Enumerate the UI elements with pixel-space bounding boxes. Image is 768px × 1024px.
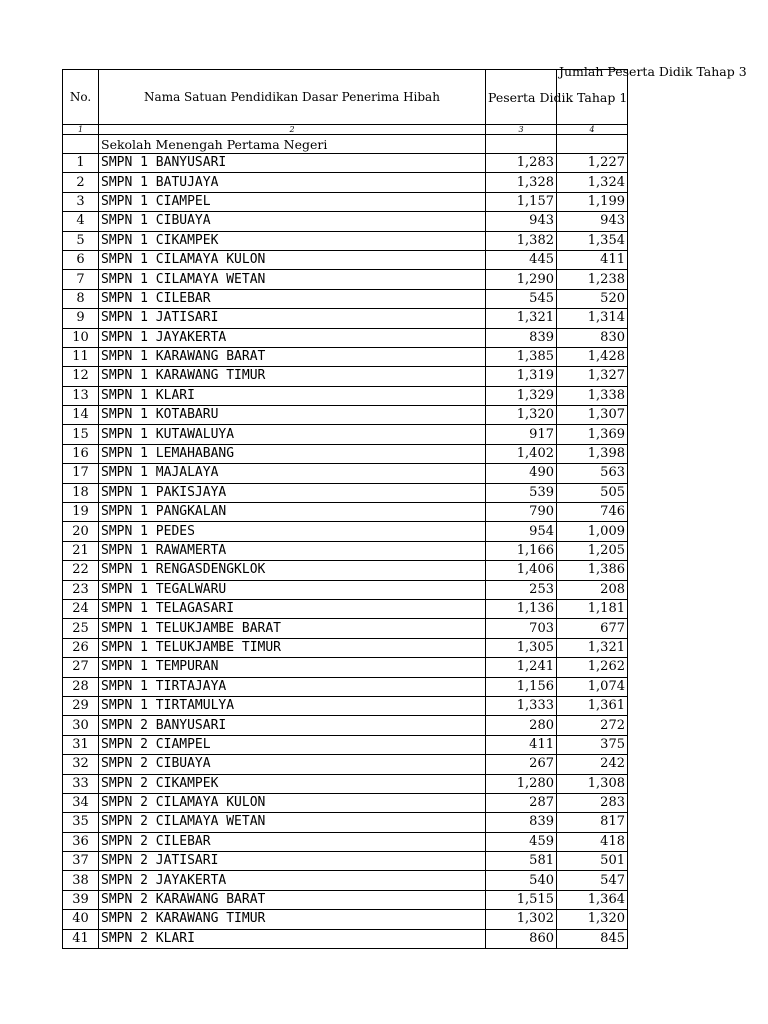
- tahap3-count: 547: [557, 871, 628, 890]
- table-row: [63, 677, 628, 696]
- school-name: SMPN 2 CILEBAR: [99, 832, 486, 851]
- tahap1-count: 545: [486, 289, 557, 308]
- tahap1-count: 1,333: [486, 696, 557, 715]
- tahap1-count: 860: [486, 929, 557, 948]
- tahap1-count: 1,515: [486, 890, 557, 909]
- tahap1-count: 490: [486, 464, 557, 483]
- tahap3-count: 1,369: [557, 425, 628, 444]
- row-number: 38: [63, 871, 99, 890]
- school-name: SMPN 1 KARAWANG BARAT: [99, 347, 486, 366]
- tahap1-count: 1,280: [486, 774, 557, 793]
- section-no-cell: [63, 135, 99, 154]
- header-tahap3-text: Jumlah Peserta Didik Tahap 3: [559, 64, 747, 79]
- tahap3-count: 817: [557, 813, 628, 832]
- school-name: SMPN 2 BANYUSARI: [99, 716, 486, 735]
- table-row: [63, 270, 628, 289]
- tahap3-count: 677: [557, 619, 628, 638]
- tahap1-count: 1,406: [486, 561, 557, 580]
- table-row: [63, 871, 628, 890]
- school-name: SMPN 1 LEMAHABANG: [99, 444, 486, 463]
- row-number: 15: [63, 425, 99, 444]
- tahap3-count: 520: [557, 289, 628, 308]
- school-name: SMPN 1 KLARI: [99, 386, 486, 405]
- tahap1-count: 459: [486, 832, 557, 851]
- school-name: SMPN 1 KOTABARU: [99, 406, 486, 425]
- school-name: SMPN 1 CIAMPEL: [99, 192, 486, 211]
- table-row: [63, 444, 628, 463]
- row-number: 22: [63, 561, 99, 580]
- table-row: [63, 347, 628, 366]
- row-number: 36: [63, 832, 99, 851]
- tahap1-count: 1,156: [486, 677, 557, 696]
- tahap1-count: 954: [486, 522, 557, 541]
- row-number: 35: [63, 813, 99, 832]
- row-number: 9: [63, 309, 99, 328]
- tahap3-count: 1,009: [557, 522, 628, 541]
- column-number: 1: [63, 125, 99, 135]
- tahap1-count: 1,290: [486, 270, 557, 289]
- tahap1-count: 1,402: [486, 444, 557, 463]
- tahap3-count: 830: [557, 328, 628, 347]
- tahap1-count: 1,319: [486, 367, 557, 386]
- tahap3-count: 1,262: [557, 658, 628, 677]
- school-name: SMPN 1 CILAMAYA WETAN: [99, 270, 486, 289]
- tahap1-count: 790: [486, 503, 557, 522]
- table-row: [63, 503, 628, 522]
- school-name: SMPN 2 KLARI: [99, 929, 486, 948]
- tahap1-count: 1,283: [486, 154, 557, 173]
- school-name: SMPN 1 KARAWANG TIMUR: [99, 367, 486, 386]
- tahap1-count: 1,329: [486, 386, 557, 405]
- tahap1-count: 1,328: [486, 173, 557, 192]
- tahap3-count: 1,181: [557, 599, 628, 618]
- row-number: 19: [63, 503, 99, 522]
- table-row: [63, 309, 628, 328]
- tahap1-count: 839: [486, 813, 557, 832]
- school-name: SMPN 1 BATUJAYA: [99, 173, 486, 192]
- data-table: [62, 64, 747, 949]
- tahap1-count: 1,136: [486, 599, 557, 618]
- row-number: 25: [63, 619, 99, 638]
- row-number: 29: [63, 696, 99, 715]
- tahap1-count: 943: [486, 212, 557, 231]
- tahap3-count: 563: [557, 464, 628, 483]
- school-name: SMPN 2 JATISARI: [99, 852, 486, 871]
- tahap3-count: 283: [557, 793, 628, 812]
- school-name: SMPN 1 RAWAMERTA: [99, 541, 486, 560]
- row-number: 14: [63, 406, 99, 425]
- table-row: [63, 696, 628, 715]
- school-name: SMPN 1 CILEBAR: [99, 289, 486, 308]
- school-name: SMPN 2 CIKAMPEK: [99, 774, 486, 793]
- row-number: 17: [63, 464, 99, 483]
- table-row: [63, 813, 628, 832]
- tahap1-count: 1,305: [486, 638, 557, 657]
- table-row: [63, 735, 628, 754]
- table-row: [63, 483, 628, 502]
- tahap3-count: 272: [557, 716, 628, 735]
- tahap3-count: 1,338: [557, 386, 628, 405]
- table-row: [63, 580, 628, 599]
- row-number: 2: [63, 173, 99, 192]
- header-school-name: Nama Satuan Pendidikan Dasar Penerima Hibah: [99, 70, 486, 125]
- table-row: [63, 154, 628, 173]
- tahap3-count: 1,398: [557, 444, 628, 463]
- column-number-row: [63, 125, 628, 135]
- tahap3-count: 375: [557, 735, 628, 754]
- tahap3-count: 1,227: [557, 154, 628, 173]
- header-tahap1: Peserta Didik Tahap 1: [486, 70, 557, 125]
- section-row: [63, 135, 628, 154]
- school-name: SMPN 1 TELAGASARI: [99, 599, 486, 618]
- column-number: 4: [557, 125, 628, 135]
- tahap3-count: 943: [557, 212, 628, 231]
- tahap1-count: 445: [486, 250, 557, 269]
- section-empty-cell: [557, 135, 628, 154]
- table-row: [63, 716, 628, 735]
- school-name: SMPN 1 JAYAKERTA: [99, 328, 486, 347]
- school-name: SMPN 1 PEDES: [99, 522, 486, 541]
- tahap3-count: 1,308: [557, 774, 628, 793]
- school-name: SMPN 1 CILAMAYA KULON: [99, 250, 486, 269]
- row-number: 34: [63, 793, 99, 812]
- school-name: SMPN 2 CIAMPEL: [99, 735, 486, 754]
- row-number: 41: [63, 929, 99, 948]
- table-row: [63, 192, 628, 211]
- school-name: SMPN 2 CILAMAYA KULON: [99, 793, 486, 812]
- table-row: [63, 910, 628, 929]
- school-name: SMPN 1 TEMPURAN: [99, 658, 486, 677]
- tahap1-count: 1,385: [486, 347, 557, 366]
- school-name: SMPN 2 KARAWANG TIMUR: [99, 910, 486, 929]
- tahap3-count: 1,364: [557, 890, 628, 909]
- tahap3-count: 1,314: [557, 309, 628, 328]
- tahap3-count: 746: [557, 503, 628, 522]
- tahap3-count: 1,205: [557, 541, 628, 560]
- table-row: [63, 890, 628, 909]
- row-number: 4: [63, 212, 99, 231]
- school-name: SMPN 1 RENGASDENGKLOK: [99, 561, 486, 580]
- header-row: [63, 70, 628, 125]
- tahap3-count: 1,321: [557, 638, 628, 657]
- row-number: 16: [63, 444, 99, 463]
- tahap1-count: 917: [486, 425, 557, 444]
- table-row: [63, 929, 628, 948]
- school-name: SMPN 2 CILAMAYA WETAN: [99, 813, 486, 832]
- row-number: 37: [63, 852, 99, 871]
- table-row: [63, 212, 628, 231]
- table-row: [63, 289, 628, 308]
- tahap3-count: 1,327: [557, 367, 628, 386]
- table-row: [63, 464, 628, 483]
- table-row: [63, 231, 628, 250]
- table-row: [63, 522, 628, 541]
- row-number: 3: [63, 192, 99, 211]
- tahap1-count: 253: [486, 580, 557, 599]
- tahap1-count: 1,241: [486, 658, 557, 677]
- table-row: [63, 328, 628, 347]
- table-row: [63, 367, 628, 386]
- tahap1-count: 1,382: [486, 231, 557, 250]
- row-number: 33: [63, 774, 99, 793]
- tahap1-count: 1,321: [486, 309, 557, 328]
- tahap3-count: 505: [557, 483, 628, 502]
- school-name: SMPN 1 PANGKALAN: [99, 503, 486, 522]
- tahap1-count: 1,302: [486, 910, 557, 929]
- row-number: 26: [63, 638, 99, 657]
- table-row: [63, 638, 628, 657]
- table-row: [63, 173, 628, 192]
- column-number: 3: [486, 125, 557, 135]
- table-row: [63, 774, 628, 793]
- tahap3-count: 1,386: [557, 561, 628, 580]
- row-number: 21: [63, 541, 99, 560]
- table-row: [63, 852, 628, 871]
- tahap1-count: 280: [486, 716, 557, 735]
- school-name: SMPN 2 KARAWANG BARAT: [99, 890, 486, 909]
- tahap3-count: 418: [557, 832, 628, 851]
- row-number: 12: [63, 367, 99, 386]
- row-number: 13: [63, 386, 99, 405]
- row-number: 27: [63, 658, 99, 677]
- row-number: 8: [63, 289, 99, 308]
- tahap3-count: 501: [557, 852, 628, 871]
- table-row: [63, 406, 628, 425]
- table-row: [63, 425, 628, 444]
- tahap3-count: 845: [557, 929, 628, 948]
- row-number: 18: [63, 483, 99, 502]
- school-name: SMPN 1 KUTAWALUYA: [99, 425, 486, 444]
- school-name: SMPN 1 TELUKJAMBE BARAT: [99, 619, 486, 638]
- row-number: 24: [63, 599, 99, 618]
- tahap3-count: 1,307: [557, 406, 628, 425]
- row-number: 6: [63, 250, 99, 269]
- tahap3-count: 1,354: [557, 231, 628, 250]
- section-title: Sekolah Menengah Pertama Negeri: [99, 135, 486, 154]
- row-number: 31: [63, 735, 99, 754]
- row-number: 23: [63, 580, 99, 599]
- table-row: [63, 793, 628, 812]
- school-name: SMPN 1 CIBUAYA: [99, 212, 486, 231]
- row-number: 28: [63, 677, 99, 696]
- school-name: SMPN 1 TELUKJAMBE TIMUR: [99, 638, 486, 657]
- tahap3-count: 1,238: [557, 270, 628, 289]
- school-name: SMPN 2 JAYAKERTA: [99, 871, 486, 890]
- table-row: [63, 250, 628, 269]
- tahap1-count: 581: [486, 852, 557, 871]
- tahap3-count: 1,324: [557, 173, 628, 192]
- table-row: [63, 658, 628, 677]
- tahap1-count: 539: [486, 483, 557, 502]
- tahap3-count: 242: [557, 755, 628, 774]
- row-number: 11: [63, 347, 99, 366]
- row-number: 7: [63, 270, 99, 289]
- tahap3-count: 1,428: [557, 347, 628, 366]
- table-row: [63, 619, 628, 638]
- tahap3-count: 1,361: [557, 696, 628, 715]
- tahap1-count: 540: [486, 871, 557, 890]
- table-row: [63, 386, 628, 405]
- school-name: SMPN 1 MAJALAYA: [99, 464, 486, 483]
- table-row: [63, 832, 628, 851]
- row-number: 40: [63, 910, 99, 929]
- row-number: 39: [63, 890, 99, 909]
- school-name: SMPN 1 JATISARI: [99, 309, 486, 328]
- tahap3-count: 411: [557, 250, 628, 269]
- table-body: [63, 154, 628, 949]
- tahap3-count: 1,320: [557, 910, 628, 929]
- table-row: [63, 561, 628, 580]
- tahap1-count: 1,157: [486, 192, 557, 211]
- tahap1-count: 1,320: [486, 406, 557, 425]
- tahap1-count: 267: [486, 755, 557, 774]
- tahap1-count: 411: [486, 735, 557, 754]
- tahap1-count: 1,166: [486, 541, 557, 560]
- school-name: SMPN 2 CIBUAYA: [99, 755, 486, 774]
- table-row: [63, 599, 628, 618]
- header-no: No.: [63, 70, 99, 125]
- row-number: 30: [63, 716, 99, 735]
- table-row: [63, 541, 628, 560]
- school-name: SMPN 1 TIRTAJAYA: [99, 677, 486, 696]
- school-name: SMPN 1 BANYUSARI: [99, 154, 486, 173]
- school-name: SMPN 1 CIKAMPEK: [99, 231, 486, 250]
- section-empty-cell: [486, 135, 557, 154]
- row-number: 5: [63, 231, 99, 250]
- school-name: SMPN 1 PAKISJAYA: [99, 483, 486, 502]
- tahap3-count: 208: [557, 580, 628, 599]
- row-number: 32: [63, 755, 99, 774]
- tahap3-count: 1,074: [557, 677, 628, 696]
- row-number: 20: [63, 522, 99, 541]
- tahap3-count: 1,199: [557, 192, 628, 211]
- tahap1-count: 839: [486, 328, 557, 347]
- tahap1-count: 703: [486, 619, 557, 638]
- tahap1-count: 287: [486, 793, 557, 812]
- column-number: 2: [99, 125, 486, 135]
- school-name: SMPN 1 TIRTAMULYA: [99, 696, 486, 715]
- table-row: [63, 755, 628, 774]
- row-number: 10: [63, 328, 99, 347]
- school-name: SMPN 1 TEGALWARU: [99, 580, 486, 599]
- row-number: 1: [63, 154, 99, 173]
